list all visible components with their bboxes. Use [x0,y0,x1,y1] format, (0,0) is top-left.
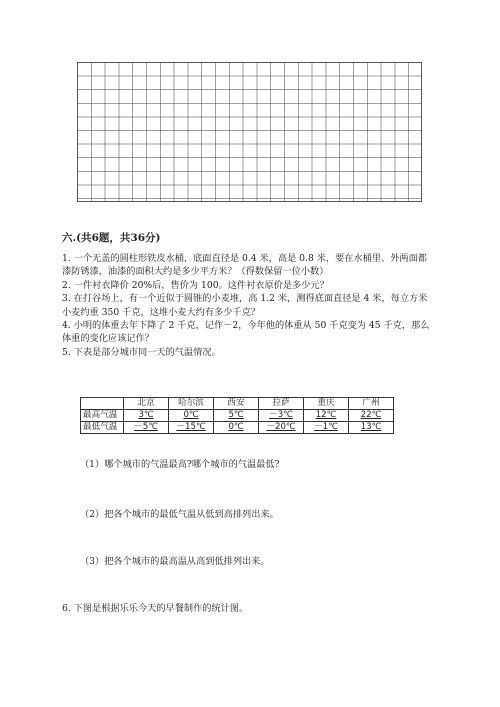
temp-cell: －15℃ [169,422,214,434]
city-header: 重庆 [304,398,349,410]
table-corner-cell [81,398,124,410]
question-1: （1）哪个城市的气温最高?哪个城市的气温最低? [80,459,280,470]
problem-5: 5. 下表是部分城市同一天的气温情况。 [62,346,221,358]
temp-cell: 22℃ [349,410,394,422]
temp-cell: －20℃ [259,422,304,434]
section-title: 六.(共6题，共36分) [62,232,161,244]
temperature-table [80,397,394,434]
temp-cell: －5℃ [124,422,169,434]
table-row [81,422,394,434]
table-row [81,410,394,422]
problem-6: 6. 下图是根据乐乐今天的早餐制作的统计图。 [62,603,249,614]
problem-list [62,252,434,359]
temp-cell: －1℃ [304,422,349,434]
writing-grid [77,62,422,202]
question-3: （3）把各个城市的最高温从高到低排列出来。 [80,556,270,567]
city-header: 西安 [214,398,259,410]
city-header: 拉萨 [259,398,304,410]
city-header: 北京 [124,398,169,410]
temp-cell: 3℃ [124,410,169,422]
table-header-row [81,398,394,410]
problem-3: 3. 在打谷场上，有一个近似于圆锥的小麦堆，高 1.2 米，测得底面直径是 4 米，每立方米小麦约重 350 千克，这堆小麦大约有多少千克？ [62,293,428,318]
row-label: 最低气温 [81,422,124,434]
city-header: 广州 [349,398,394,410]
problem-2: 2. 一件衬衣降价 20%后，售价为 100。这件衬衣原价是多少元？ [62,279,329,291]
temp-cell: 0℃ [169,410,214,422]
problem-1: 1. 一个无盖的圆柱形铁皮水桶，底面直径是 0.4 米，高是 0.8 米，要在水桶里、外两面都漆防锈漆，油漆的面积大约是多少平方米？（得数保留一位小数） [62,253,427,278]
temp-cell: 12℃ [304,410,349,422]
city-header: 哈尔滨 [169,398,214,410]
question-2: （2）把各个城市的最低气温从低到高排列出来。 [80,509,279,520]
row-label: 最高气温 [81,410,124,422]
problem-4: 4. 小明的体重去年下降了 2 千克，记作－2，今年他的体重从 50 千克变为 45 千克，那么体重的变化应该记作？ [62,320,430,345]
temp-cell: 5℃ [214,410,259,422]
temp-cell: －3℃ [259,410,304,422]
temp-cell: 13℃ [349,422,394,434]
temp-cell: 0℃ [214,422,259,434]
